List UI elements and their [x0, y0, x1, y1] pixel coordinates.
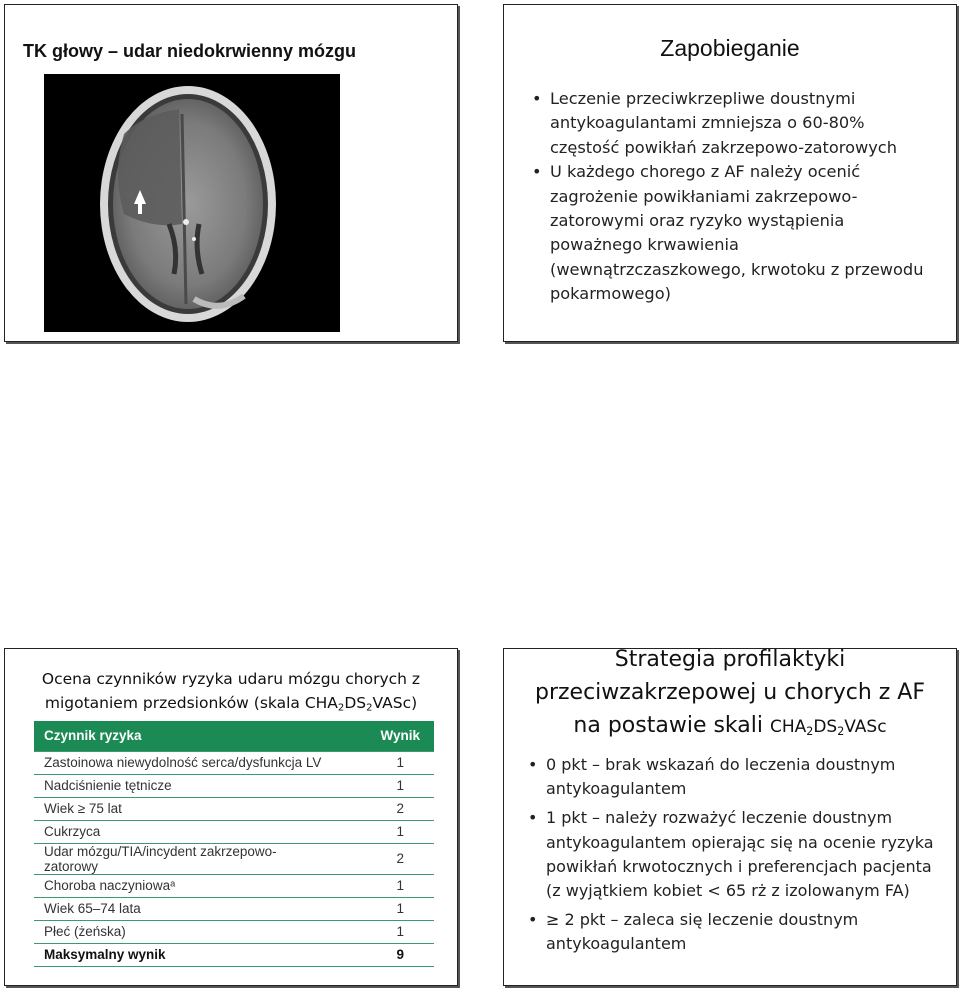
score-cell: 2	[334, 843, 434, 874]
score-cell: 2	[334, 797, 434, 820]
score-cell: 1	[334, 897, 434, 920]
score-cell: 1	[334, 920, 434, 943]
table-row	[34, 920, 434, 943]
slide-strategy	[503, 648, 957, 986]
table-row	[34, 820, 434, 843]
bullet-list	[528, 753, 938, 962]
slide-title: Ocena czynników ryzyka udaru mózgu chorych z migotaniem przedsionków (skala $CHA_2DS_2VASc$)	[41, 670, 421, 714]
factor-cell: Zastoinowa niewydolność serca/dysfunkcja LV	[34, 751, 334, 774]
list-item: • Leczenie przeciwkrzepliwe doustnymi antykoagulantami zmniejsza o 60-80% częstość powikłań zakrzepowo-zatorowych	[532, 87, 932, 160]
table-row	[34, 774, 434, 797]
risk-factor-table	[34, 721, 434, 972]
slide-title: TK głowy – udar niedokrwienny mózgu	[23, 41, 357, 61]
list-item: • ≥ 2 pkt – zaleca się leczenie doustnym antykoagulantem	[528, 908, 938, 956]
table-row	[34, 897, 434, 920]
slide-title: Strategia profilaktyki przeciwzakrzepowej u chorych z AF na postawie skali $CHA_2DS_2VASc$	[534, 647, 926, 738]
list-item: • 1 pkt – należy rozważyć leczenie doustnym antykoagulantem opierając się na ocenie ryzyka powikłań krwotocznych i preferencjach pacjenta (z wyjątkiem kobiet < 65 rż z izolowanym FA)	[528, 806, 938, 903]
factor-cell: Maksymalny wynik	[34, 943, 334, 966]
factor-cell: Płeć (żeńska)	[34, 920, 334, 943]
bullet-list	[532, 87, 932, 307]
slide-title: Zapobieganie	[660, 35, 800, 61]
slide-ct-scan	[4, 4, 458, 342]
table-header	[34, 721, 434, 751]
list-item: • 0 pkt – brak wskazań do leczenia doustnym antykoagulantem	[528, 753, 938, 801]
score-cell: 1	[334, 820, 434, 843]
factor-cell: Wiek 65–74 lata	[34, 897, 334, 920]
ct-brain-image	[44, 74, 340, 332]
header-score: Wynik	[380, 728, 420, 744]
list-item: • U każdego chorego z AF należy ocenić zagrożenie powikłaniami zakrzepowo-zatorowymi oraz ryzyko wystąpienia poważnego krwawienia (wewnątrzczaszkowego, krwotoku z przewodu pokarmowego)	[532, 160, 932, 306]
slide-prevention	[503, 4, 957, 342]
table-footer-rule	[34, 966, 434, 972]
score-cell: 1	[334, 874, 434, 897]
factor-cell: Wiek ≥ 75 lat	[34, 797, 334, 820]
table-row	[34, 843, 434, 874]
factor-cell: Nadciśnienie tętnicze	[34, 774, 334, 797]
table-row	[34, 874, 434, 897]
table-row	[34, 797, 434, 820]
table-row	[34, 751, 434, 774]
slide-risk-factors	[4, 648, 458, 986]
score-cell: 9	[334, 943, 434, 966]
factor-cell: Choroba naczyniowaᵃ	[34, 874, 334, 897]
table-row-total	[34, 943, 434, 966]
score-cell: 1	[334, 751, 434, 774]
header-factor: Czynnik ryzyka	[44, 728, 142, 744]
factor-cell: Udar mózgu/TIA/incydent zakrzepowo-zatorowy	[34, 843, 334, 874]
score-cell: 1	[334, 774, 434, 797]
factor-cell: Cukrzyca	[34, 820, 334, 843]
